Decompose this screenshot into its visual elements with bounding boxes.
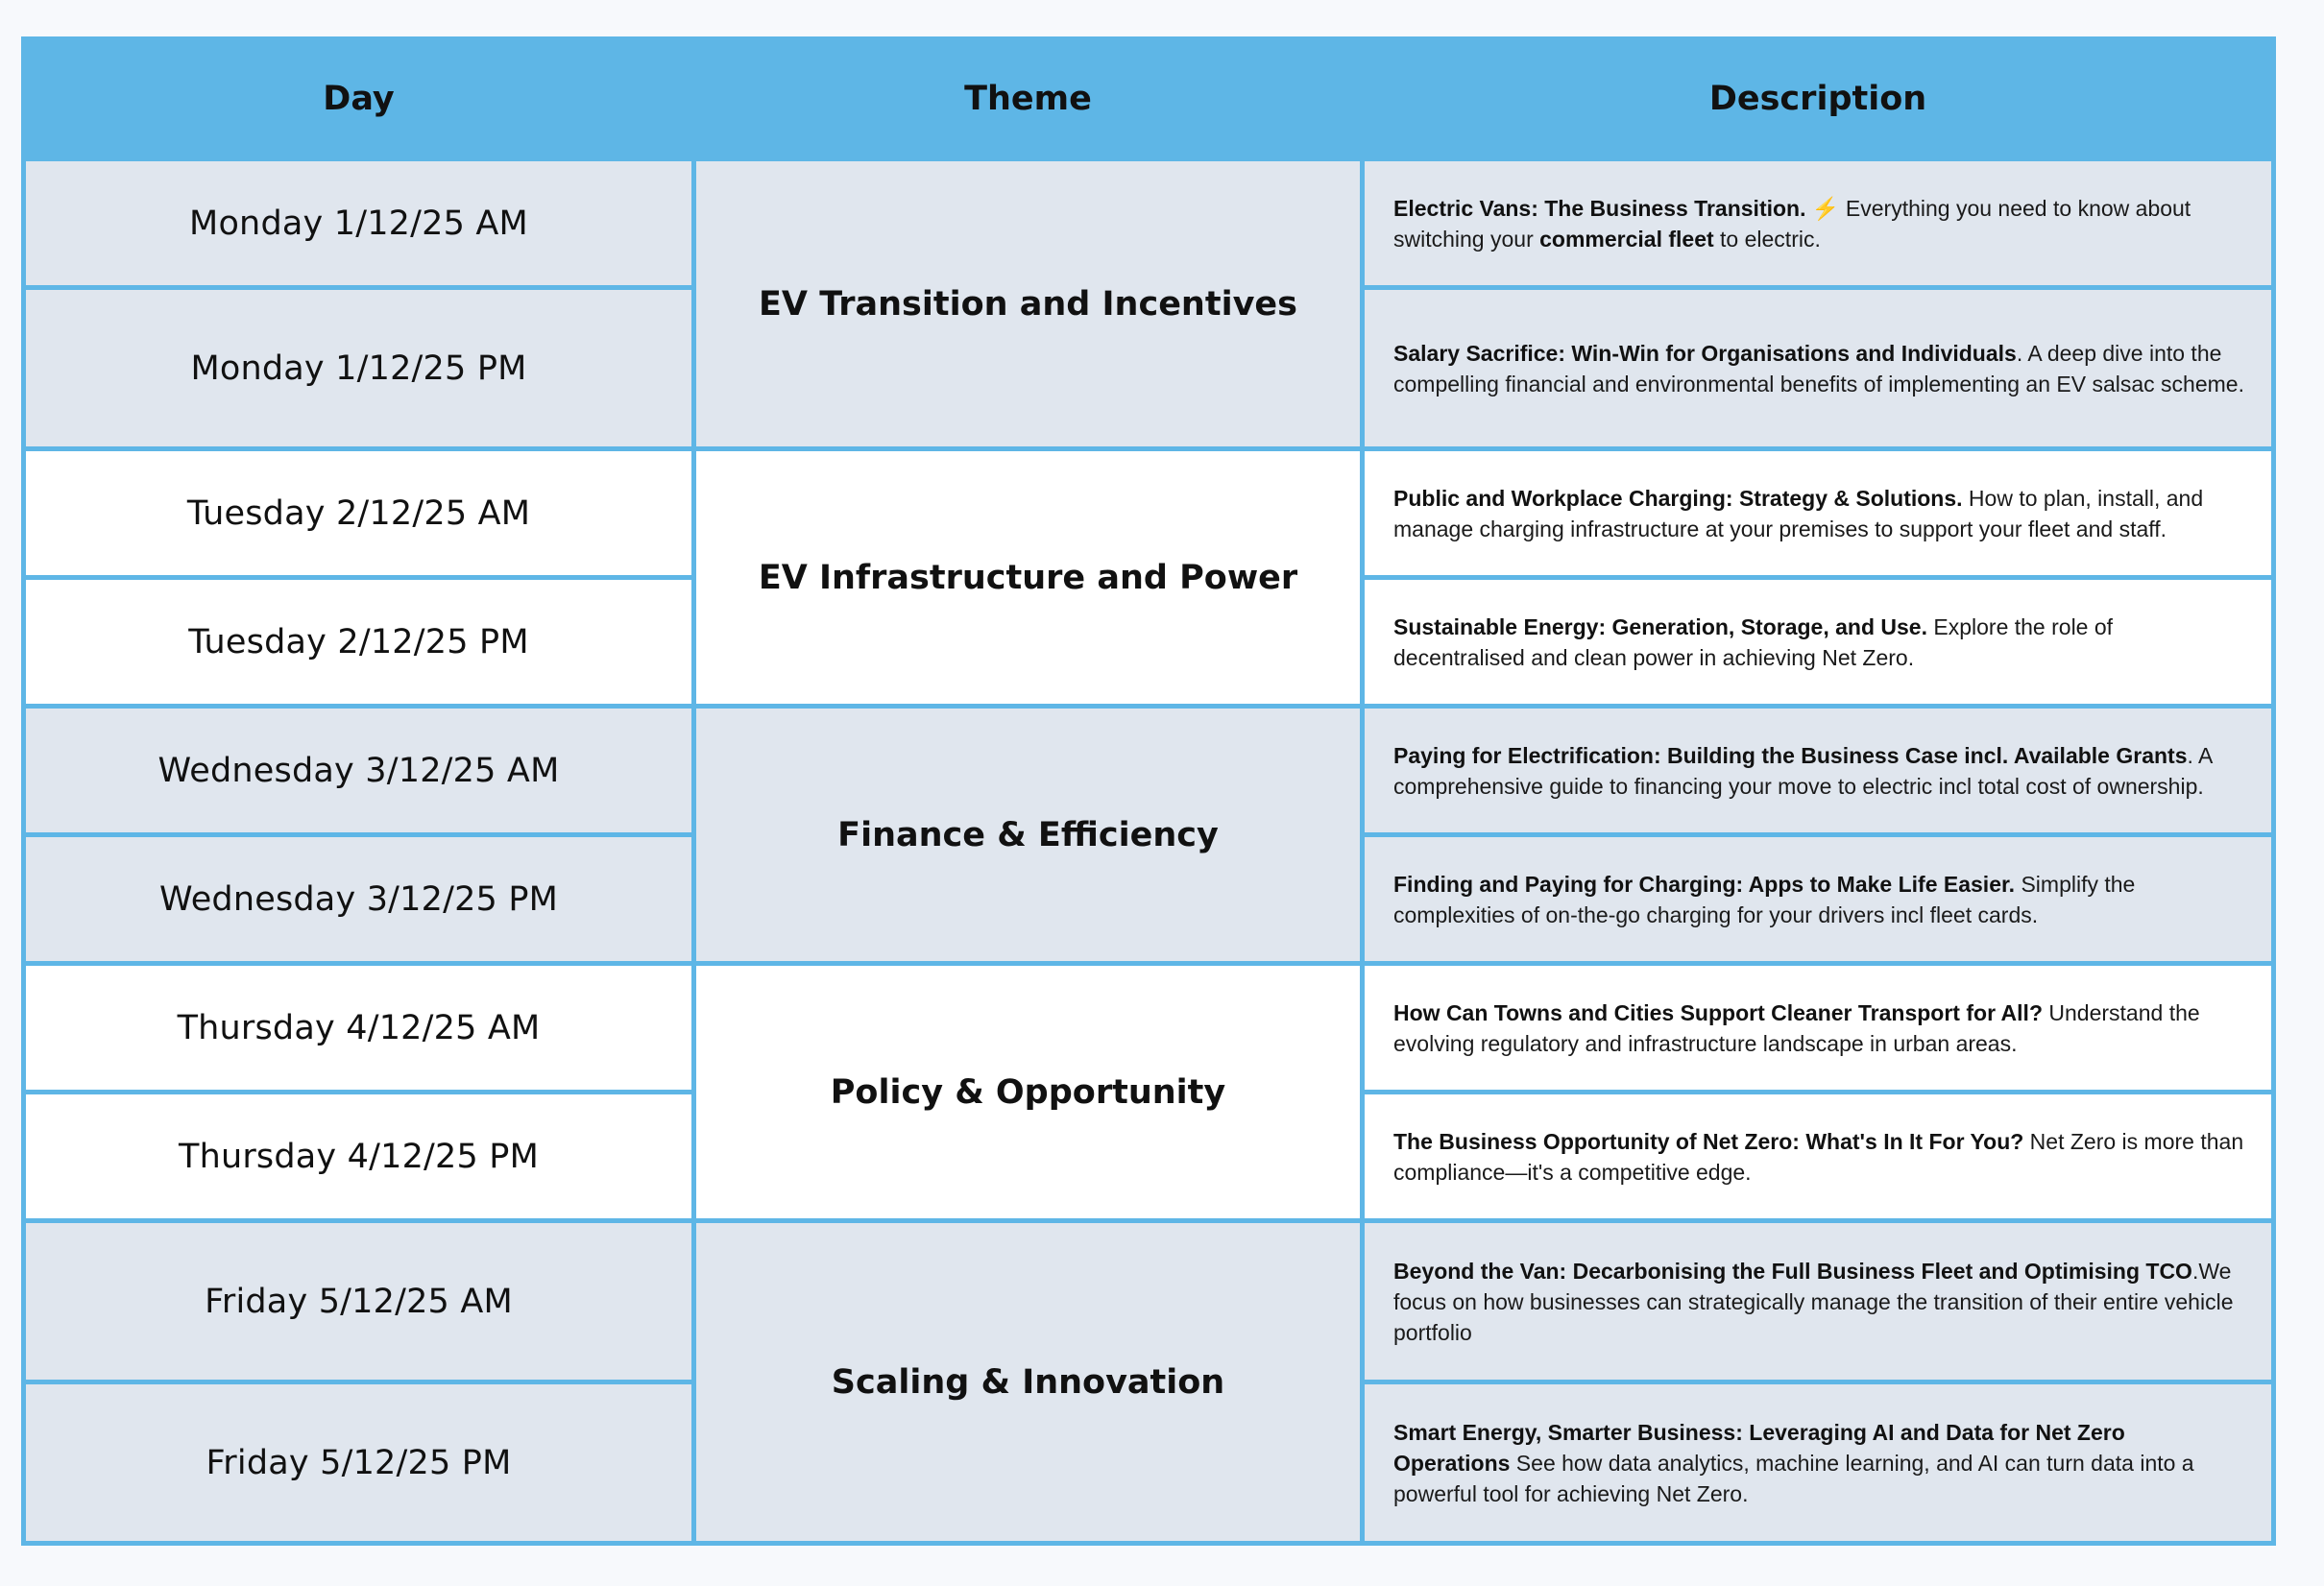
schedule-table (21, 36, 2276, 1546)
table-row (24, 1221, 2274, 1382)
day-cell: Friday 5/12/25 AM (24, 1221, 694, 1382)
description-cell (1363, 449, 2274, 578)
day-cell: Tuesday 2/12/25 AM (24, 449, 694, 578)
day-cell: Wednesday 3/12/25 AM (24, 707, 694, 835)
description-text: Net Zero is more than compliance—it's a competitive edge. (1393, 1128, 2244, 1185)
description-cell (1363, 1221, 2274, 1382)
theme-cell: Policy & Opportunity (694, 964, 1363, 1221)
description-cell (1363, 835, 2274, 964)
description-text: Understand the evolving regulatory and infrastructure landscape in urban areas. (1393, 999, 2200, 1056)
theme-cell: Scaling & Innovation (694, 1221, 1363, 1544)
day-cell: Thursday 4/12/25 AM (24, 964, 694, 1093)
description-text: How to plan, install, and manage charging infrastructure at your premises to support your fleet and staff. (1393, 485, 2204, 541)
description-emphasis: commercial fleet (1539, 226, 1714, 252)
table-row (24, 964, 2274, 1093)
description-text: .We focus on how businesses can strategically manage the transition of their entire vehicle portfolio (1393, 1258, 2234, 1345)
description-text: Explore the role of decentralised and clean power in achieving Net Zero. (1393, 613, 2114, 670)
description-title: Paying for Electrification: Building the Business Case incl. Available Grants (1393, 742, 2188, 768)
day-cell: Friday 5/12/25 PM (24, 1382, 694, 1544)
theme-cell: Finance & Efficiency (694, 707, 1363, 964)
description-title: Public and Workplace Charging: Strategy & Solutions. (1393, 485, 1963, 511)
description-cell (1363, 288, 2274, 449)
description-text: to electric. (1713, 226, 1821, 252)
description-cell (1363, 1093, 2274, 1221)
description-text: Everything you need to know about switching your (1393, 195, 2191, 252)
description-title: Salary Sacrifice: Win-Win for Organisations and Individuals (1393, 340, 2017, 366)
description-text: . A deep dive into the compelling financial and environmental benefits of implementing an EV salsac scheme. (1393, 340, 2244, 396)
table-row (24, 159, 2274, 288)
description-cell (1363, 159, 2274, 288)
description-title: Sustainable Energy: Generation, Storage, and Use. (1393, 613, 1927, 639)
description-title: Electric Vans: The Business Transition. (1393, 195, 1806, 221)
lightning-icon: ⚡ (1811, 195, 1840, 221)
table-row (24, 707, 2274, 835)
day-cell: Monday 1/12/25 PM (24, 288, 694, 449)
theme-cell: EV Transition and Incentives (694, 159, 1363, 449)
description-text: See how data analytics, machine learning, and AI can turn data into a powerful tool for achieving Net Zero. (1393, 1450, 2194, 1506)
description-title: How Can Towns and Cities Support Cleaner Transport for All? (1393, 999, 2043, 1025)
day-cell: Thursday 4/12/25 PM (24, 1093, 694, 1221)
description-cell (1363, 1382, 2274, 1544)
description-text: . A comprehensive guide to financing your move to electric incl total cost of ownership. (1393, 742, 2213, 799)
description-title: Smart Energy, Smarter Business: Leveraging AI and Data for Net Zero Operations (1393, 1419, 2125, 1476)
description-text: Simplify the complexities of on-the-go charging for your drivers incl fleet cards. (1393, 871, 2136, 927)
header-description: Description (1363, 39, 2274, 159)
header-row (24, 39, 2274, 159)
header-theme: Theme (694, 39, 1363, 159)
description-title: The Business Opportunity of Net Zero: What's In It For You? (1393, 1128, 2024, 1154)
day-cell: Wednesday 3/12/25 PM (24, 835, 694, 964)
description-cell (1363, 964, 2274, 1093)
description-title: Beyond the Van: Decarbonising the Full Business Fleet and Optimising TCO (1393, 1258, 2192, 1284)
description-title: Finding and Paying for Charging: Apps to Make Life Easier. (1393, 871, 2016, 897)
day-cell: Tuesday 2/12/25 PM (24, 578, 694, 707)
description-cell (1363, 707, 2274, 835)
description-cell (1363, 578, 2274, 707)
table-row (24, 449, 2274, 578)
day-cell: Monday 1/12/25 AM (24, 159, 694, 288)
header-day: Day (24, 39, 694, 159)
theme-cell: EV Infrastructure and Power (694, 449, 1363, 707)
